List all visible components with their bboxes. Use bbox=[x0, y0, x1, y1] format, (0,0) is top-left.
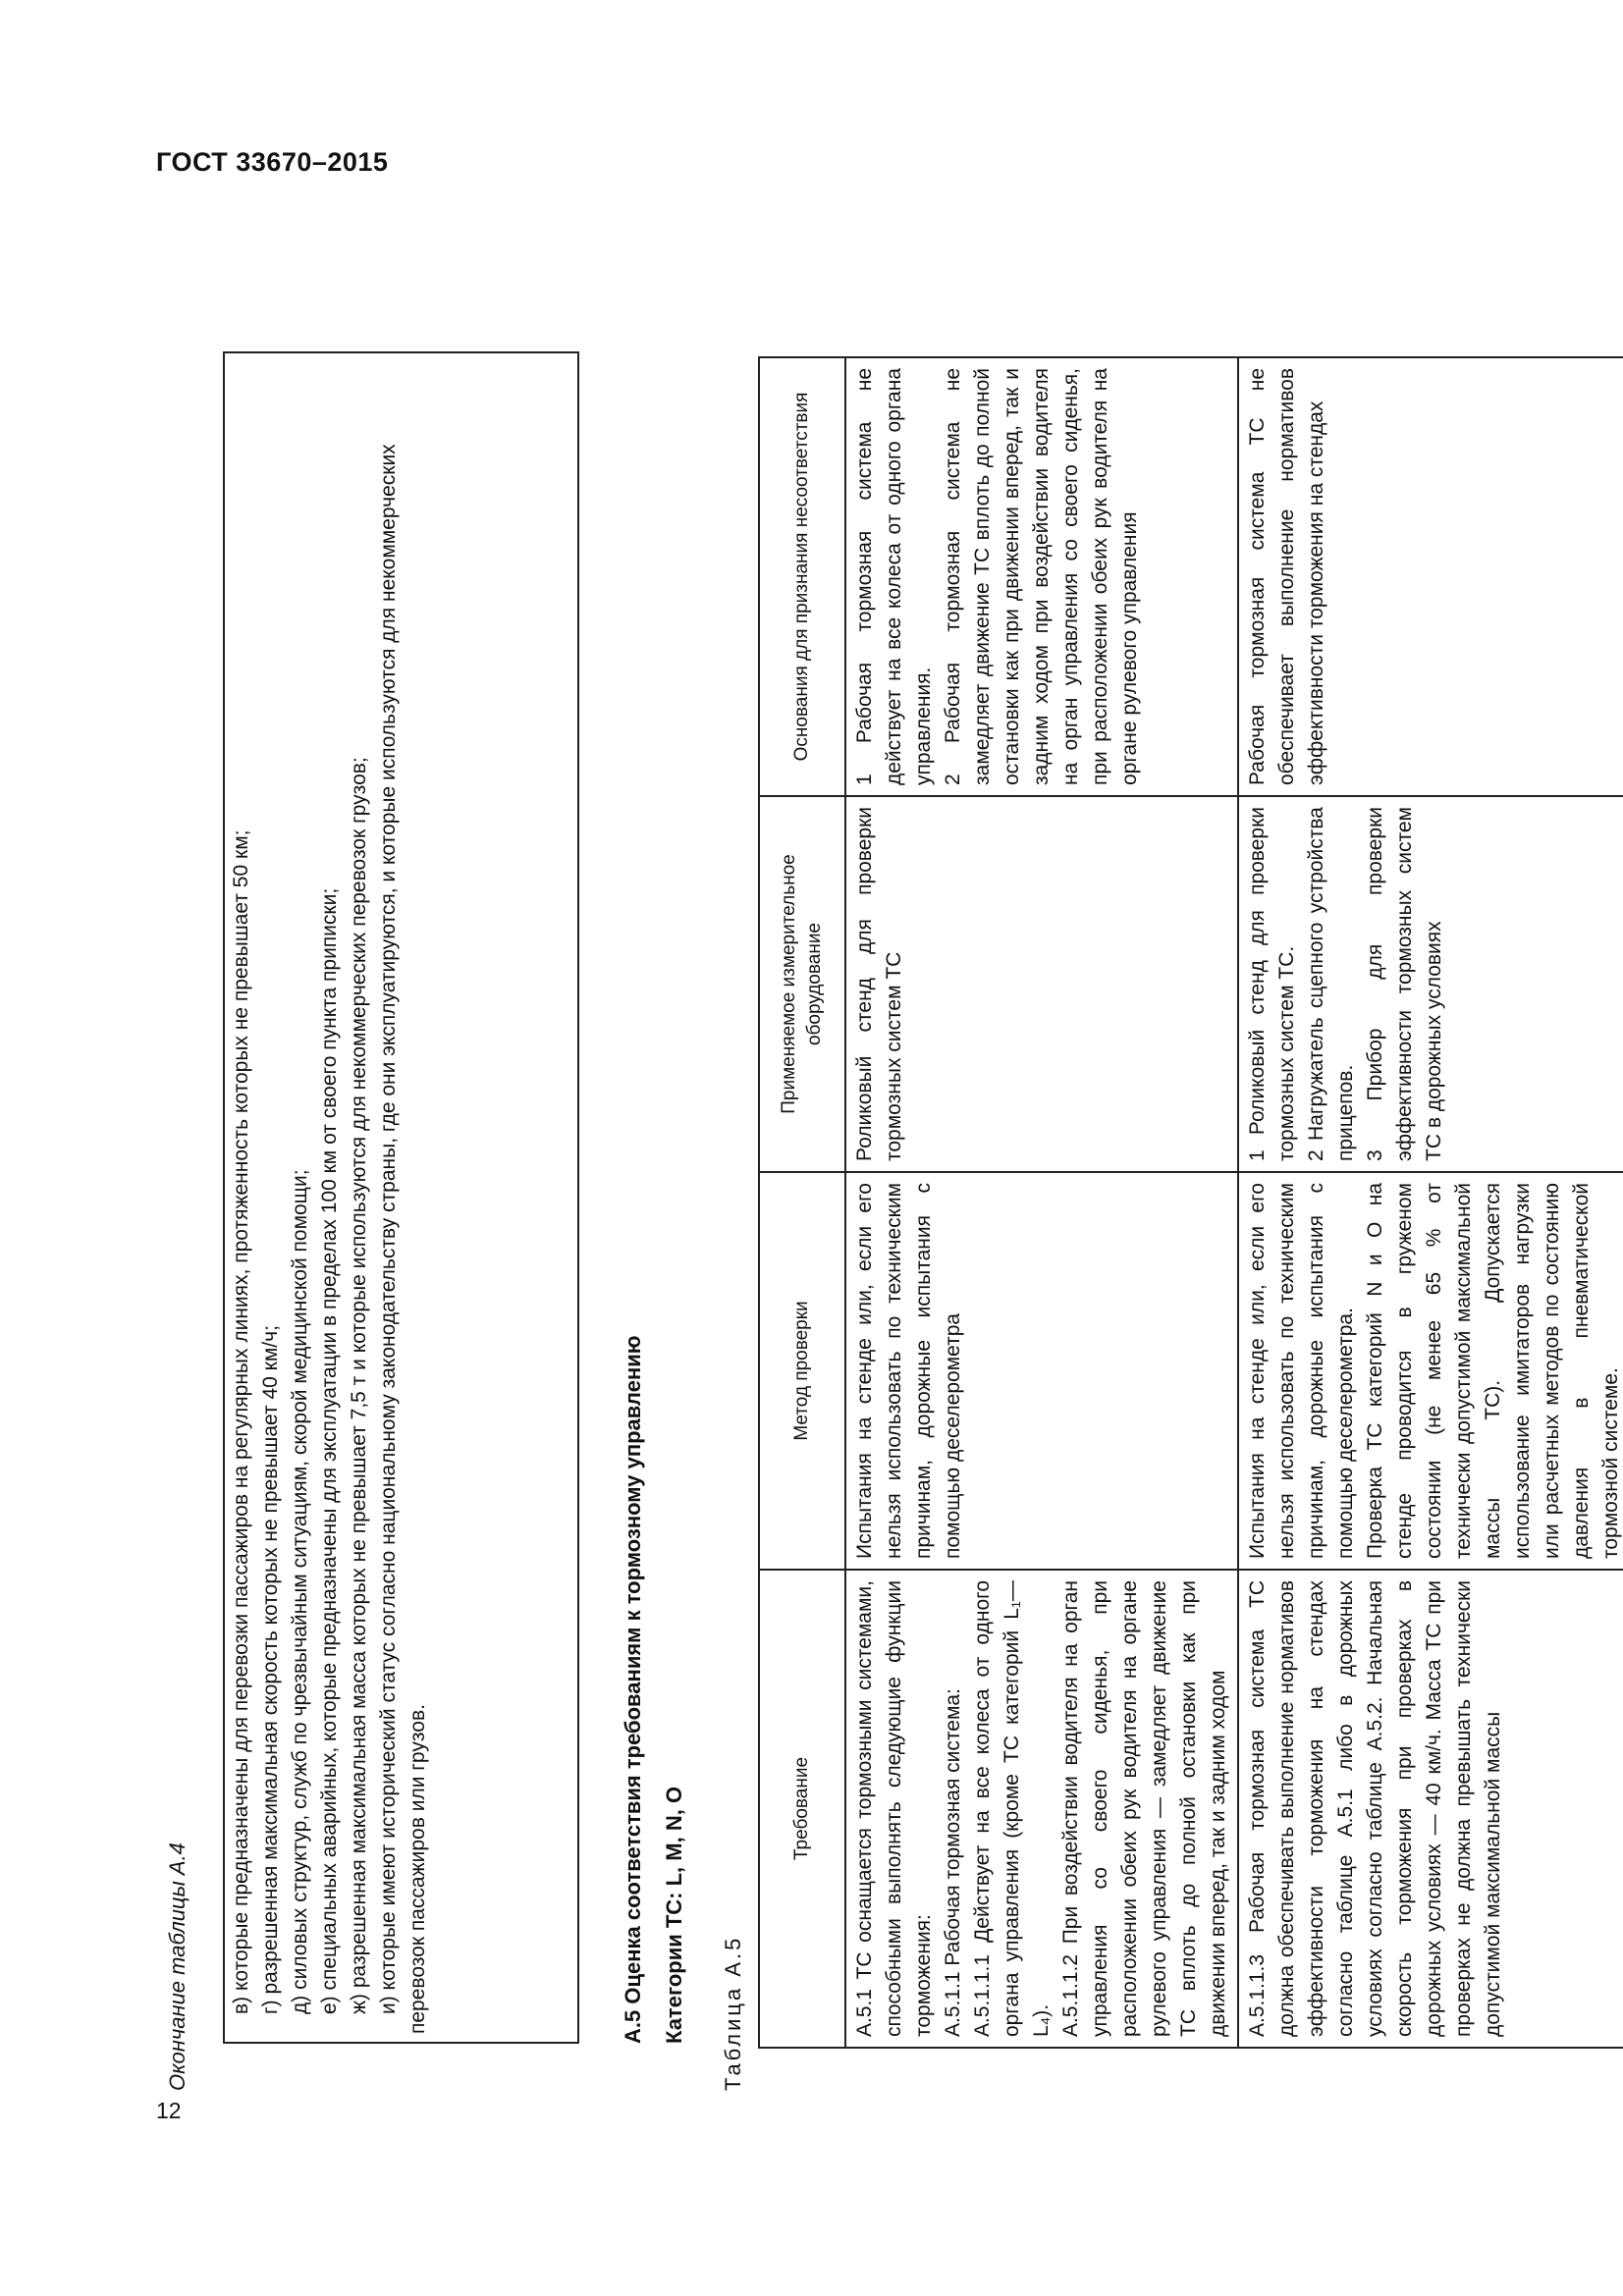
cell-text: 3 Прибор для проверки эффективности тормозных систем ТС в дорожных условиях bbox=[1364, 807, 1445, 1161]
rotated-landscape-content bbox=[157, 221, 1622, 2091]
cell-method bbox=[845, 1172, 1238, 1570]
list-item: д) силовых структур, служб по чрезвычайным ситуациям, скорой медицинской помощи; bbox=[289, 1169, 311, 2014]
list-item: и) которые имеют исторический статус согласно национальному законодательству страны, где они эксплуатируются, и которые используются для некоммерческих перевозок пассажиров или грузов. bbox=[377, 444, 429, 2034]
page-number: 12 bbox=[156, 2098, 182, 2123]
cell-text: 2 Рабочая тормозная система не замедляет движение ТС вплоть до полной остановки как при движении вперед, так и задним ходом при воздействии водителя на орган управления со своего сиденья, при расположении обеих рук водителя на органе рулевого управления bbox=[942, 368, 1141, 785]
cell-text: А.5.1.1 Рабочая тормозная система: bbox=[942, 1688, 964, 2037]
cell-text: Испытания на стенде или, если его нельзя использовать по техническим причинам, дорожные испытания с помощью деселерометра bbox=[853, 1183, 964, 1559]
cell-requirement bbox=[1238, 1570, 1623, 2048]
section-title: А.5 Оценка соответствия требованиям к тормозному управлению bbox=[621, 1335, 645, 2044]
header-equipment: Применяемое измерительное оборудование bbox=[759, 796, 845, 1172]
cell-text: 2 Нагружатель сцепного устройства прицепов. bbox=[1305, 807, 1357, 1161]
list-item: в) которые предназначены для перевозки пассажиров на регулярных линиях, протяженность которых не превышает 50 км; bbox=[230, 829, 252, 2014]
list-item: е) специальных аварийных, которые предназначены для эксплуатации в пределах 100 км от своего пункта приписки; bbox=[318, 887, 341, 2014]
header-method: Метод проверки bbox=[759, 1172, 845, 1570]
cell-text: 1 Роликовый стенд для проверки тормозных систем ТС. bbox=[1246, 807, 1298, 1161]
continuation-caption: Окончание таблицы А.4 bbox=[165, 1842, 189, 2091]
cell-text: 1 Рабочая тормозная система не действует на все колеса от одного органа управления. bbox=[853, 368, 935, 785]
cell-grounds bbox=[845, 357, 1238, 796]
cell-text: Испытания на стенде или, если его нельзя использовать по техническим причинам, дорожные испытания с помощью деселерометра. bbox=[1246, 1183, 1357, 1559]
table-row bbox=[1238, 357, 1623, 2048]
cell-text: А.5.1 ТС оснащается тормозными системами, способными выполнять следующие функции торможения: bbox=[853, 1580, 935, 2037]
requirements-table bbox=[758, 356, 1623, 2049]
section-subtitle: Категории ТС: L, M, N, O bbox=[662, 1786, 686, 2044]
cell-text: А.5.1.1.2 При воздействии водителя на орган управления со своего сиденья, при расположении обеих рук водителя на органе рулевого управления — замедляет движение ТС вплоть до полной остановки как при движении вперед, так и задним ходом bbox=[1059, 1580, 1229, 2037]
cell-text: А.5.1.1.1 Действует на все колеса от одного органа управления (кроме ТС категорий L₁—L₄). bbox=[971, 1580, 1053, 2037]
list-item: ж) разрешенная максимальная масса которых не превышает 7,5 т и которые используются для некоммерческих перевозок грузов; bbox=[348, 757, 370, 2014]
cell-equipment bbox=[1238, 796, 1623, 1172]
continuation-box bbox=[223, 351, 579, 2044]
continuation-list bbox=[227, 361, 433, 2034]
cell-grounds bbox=[1238, 357, 1623, 796]
table-caption: Таблица А.5 bbox=[721, 1935, 745, 2091]
list-item: г) разрешенная максимальная скорость которых не превышает 40 км/ч; bbox=[259, 1325, 282, 2014]
cell-text: Роликовый стенд для проверки тормозных систем ТС bbox=[853, 807, 905, 1161]
table-header-row bbox=[759, 357, 845, 2048]
header-requirement: Требование bbox=[759, 1570, 845, 2048]
document-code: ГОСТ 33670–2015 bbox=[156, 147, 389, 177]
table-row bbox=[845, 357, 1238, 2048]
cell-equipment bbox=[845, 796, 1238, 1172]
cell-text: Проверка ТС категорий N и O на стенде проводится в груженом состоянии (не менее 65 % от технически допустимой максимальной массы ТС). Допускается использование имитаторов нагрузки или расчетных методов по состоянию давления в пневматической тормозной системе. bbox=[1364, 1183, 1622, 1559]
header-grounds: Основания для признания несоответствия bbox=[759, 357, 845, 796]
cell-requirement bbox=[845, 1570, 1238, 2048]
cell-text: А.5.1.1.3 Рабочая тормозная система ТС должна обеспечивать выполнение нормативов эффективности торможения на стендах согласно таблице А.5.1 либо в дорожных условиях согласно таблице А.5.2. Начальная скорость торможения при проверках в дорожных условиях — 40 км/ч. Масса ТС при проверках не должна превышать технически допустимой максимальной массы bbox=[1246, 1580, 1504, 2037]
cell-text: Рабочая тормозная система ТС не обеспечивает выполнение нормативов эффективности торможения на стендах bbox=[1246, 368, 1327, 785]
cell-method bbox=[1238, 1172, 1623, 1570]
